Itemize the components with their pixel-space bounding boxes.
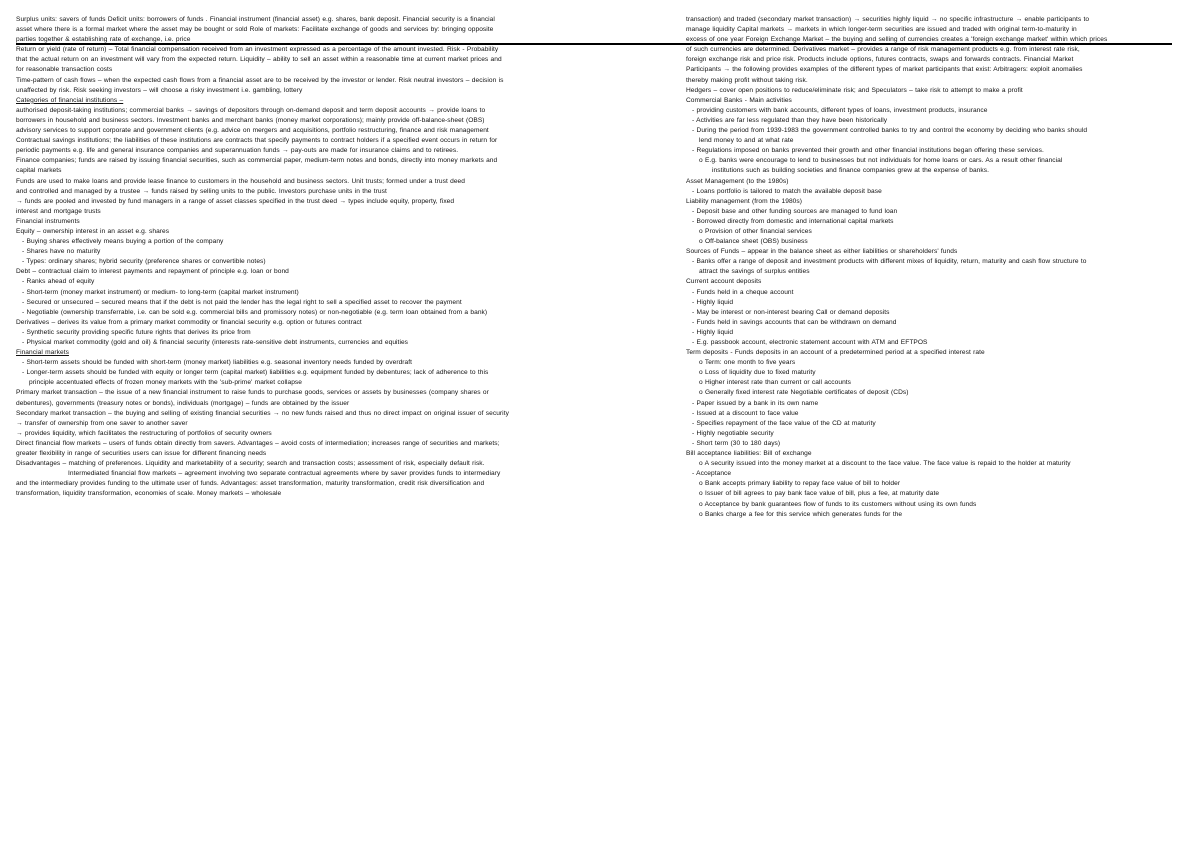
- text-line: Disadvantages – matching of preferences. Liquidity and marketability of a security; search and transaction costs; assessment of risk, especially default risk.: [16, 460, 485, 468]
- sub-bullet-item: o A security issued into the money market at a discount to the face value. The face value is repaid to the holder at maturity: [699, 460, 1071, 468]
- left-column: [16, 15, 588, 500]
- bullet-item: - Short term (30 to 180 days): [692, 439, 781, 447]
- bullet-item: - Funds held in savings accounts that can be withdrawn on demand: [692, 318, 897, 326]
- sub-bullet-item: o Issuer of bill agrees to pay bank face value of bill, plus a fee, at maturity date: [699, 490, 940, 498]
- section-heading: Sources of Funds – appear in the balance sheet as either liabilities or shareholders' funds: [686, 248, 958, 256]
- text-line: Funds are used to make loans and provide lease finance to customers in the household and business sectors. Unit trusts; formed under a trust deed: [16, 177, 465, 185]
- sub-bullet-item: o Generally fixed interest rate Negotiable certificates of deposit (CDs): [699, 389, 909, 397]
- bullet-item: - Buying shares effectively means buying a portion of the company: [22, 238, 224, 246]
- text-line: Primary market transaction – the issue of a new financial instrument to raise funds to purchase goods, services or assets by businesses (company shares or: [16, 389, 489, 397]
- text-line: → transfer of ownership from one saver to another saver: [16, 419, 188, 427]
- text-line: parties together & establishing rate of exchange, i.e. price: [16, 36, 191, 44]
- text-line: Contractual savings institutions; the liabilities of these institutions are contracts that specify payments to contract holders if a specified event occurs in return for: [16, 137, 498, 145]
- bullet-item: - Physical market commodity (gold and oil) & financial security (interests rate-sensitive debt instruments, currencies and equities: [22, 339, 409, 346]
- sub-bullet-item: o Acceptance by bank guarantees flow of funds to its customers without using its own funds: [699, 500, 977, 508]
- sub-bullet-item: o Term: one month to five years: [699, 359, 796, 367]
- section-heading: Bill acceptance liabilities: Bill of exchange: [686, 450, 812, 458]
- text-line: foreign exchange risk and price risk. Products include options, futures contracts, swaps and forwards contracts. Financial Market: [686, 56, 1074, 64]
- bullet-item: - Short-term assets should be funded with short-term (money market) liabilities e.g. seasonal inventory needs funded by overdraft: [22, 359, 413, 367]
- bullet-item: - Types: ordinary shares; hybrid security (preference shares or convertible notes): [22, 258, 266, 266]
- text-line: debentures), governments (treasury notes or bonds), individuals (mortgage) – funds are obtained by the issuer: [16, 399, 350, 407]
- text-line: manage liquidity Capital markets → markets in which longer-term securities are issued and traded with original term-to-maturity in: [686, 26, 1077, 34]
- text-line: thereby making profit without taking risk.: [686, 76, 808, 84]
- text-line: capital markets: [16, 167, 62, 175]
- bullet-item: - Longer-term assets should be funded with equity or longer term (capital market) liabilities e.g. equipment funded by debentures; lack of adherence to this: [22, 369, 489, 377]
- bullet-item: - Banks offer a range of deposit and investment products with different mixes of liquidity, return, maturity and cash flow structure to: [692, 258, 1087, 266]
- bullet-item: - Synthetic security providing specific future rights that derives its price from: [22, 328, 251, 336]
- section-heading: Commercial Banks - Main activities: [686, 96, 792, 104]
- text-line: principle accentuated effects of frozen money markets with the 'sub-prime' market collapse: [29, 379, 302, 387]
- bullet-item: - Highly negotiable security: [692, 429, 774, 437]
- bullet-item: - Ranks ahead of equity: [22, 278, 95, 286]
- section-heading: Financial markets: [16, 349, 69, 357]
- text-line: Return or yield (rate of return) – Total financial compensation received from an investment expressed as a percentage of the amount invested. Risk - Probability: [16, 46, 499, 54]
- text-line: lend money to and at what rate: [699, 137, 794, 145]
- bullet-item: - E.g. passbook account, electronic statement account with ATM and EFTPOS: [692, 339, 928, 346]
- text-line: authorised deposit-taking institutions; commercial banks → savings of depositors through on-demand deposit and term deposit accounts → provide loans to: [16, 106, 486, 114]
- bullet-item: - Highly liquid: [692, 328, 734, 336]
- section-heading: Liability management (from the 1980s): [686, 197, 802, 205]
- sub-bullet-item: o E.g. banks were encourage to lend to businesses but not individuals for home loans or cars. As a result other financial: [699, 157, 1063, 165]
- text-line: Equity – ownership interest in an asset e.g. shares: [16, 227, 170, 235]
- text-line: of such currencies are determined. Derivatives market – provides a range of risk management products e.g. from interest rate risk,: [686, 46, 1080, 54]
- sub-bullet-item: o Provision of other financial services: [699, 227, 812, 235]
- text-line: and controlled and managed by a trustee → funds raised by selling units to the public. Investors purchase units in the trust: [16, 187, 387, 195]
- text-line: that the actual return on an investment will vary from the expected return. Liquidity – ability to sell an asset within a reasonable time at current market prices and: [16, 56, 502, 64]
- text-line: borrowers in household and business sectors. Investment banks and merchant banks (money market corporations); mainly provide off-balance-sheet (OBS): [16, 116, 485, 124]
- sub-bullet-item: o Off-balance sheet (OBS) business: [699, 238, 808, 246]
- text-line: interest and mortgage trusts: [16, 207, 101, 215]
- text-line: Secondary market transaction – the buying and selling of existing financial securities → no new funds raised and thus no direct impact on original issuer of security: [16, 409, 509, 417]
- sub-bullet-item: o Loss of liquidity due to fixed maturity: [699, 369, 816, 377]
- text-line: advisory services to support corporate and government clients (e.g. advice on mergers and acquisitions, portfolio restructuring, finance and risk management: [16, 127, 489, 135]
- text-line: → funds are pooled and invested by fund managers in a range of asset classes specified in the trust deed → types include equity, property, fixed: [16, 197, 455, 205]
- text-line: asset where there is a formal market where the asset may be bought or sold Role of markets: Facilitate exchange of goods and services by: bringing opposite: [16, 26, 494, 34]
- text-line: Finance companies; funds are raised by issuing financial securities, such as commercial paper, medium-term notes and bonds, directly into money markets and: [16, 157, 498, 165]
- bullet-item: - Secured or unsecured – secured means that if the debt is not paid the lender has the legal right to sell a specified asset to recover the payment: [22, 298, 462, 306]
- text-line: Participants → the following provides examples of the different types of market participants that exist: Arbitragers: exploit anomalies: [686, 66, 1083, 74]
- text-line: and the intermediary provides funding to the ultimate user of funds. Advantages: asset transformation, maturity transformation, credit risk diversification and: [16, 480, 485, 488]
- bullet-item: - May be interest or non-interest bearing Call or demand deposits: [692, 308, 890, 316]
- text-line: Derivatives – derives its value from a primary market commodity or financial security e.g. option or futures contract: [16, 318, 362, 326]
- bullet-item: - Borrowed directly from domestic and international capital markets: [692, 217, 894, 225]
- text-line: unaffected by risk. Risk seeking investors – will choose a risky investment i.e. gambling, lottery: [16, 86, 303, 94]
- sub-bullet-item: o Bank accepts primary liability to repay face value of bill to holder: [699, 480, 901, 488]
- right-column: [686, 15, 1173, 520]
- text-line: institutions such as building societies and finance companies grew at the expense of banks.: [712, 167, 989, 175]
- section-heading: Asset Management (to the 1980s): [686, 177, 789, 185]
- text-line: Time-pattern of cash flows – when the expected cash flows from a financial asset are to be received by the investor or lender. Risk neutral investors – decision is: [16, 76, 504, 84]
- text-line: transaction) and traded (secondary market transaction) → securities highly liquid → no specific infrastructure → enable participants to: [686, 16, 1090, 23]
- bullet-item: - Funds held in a cheque account: [692, 288, 794, 296]
- bullet-item: - Specifies repayment of the face value of the CD at maturity: [692, 419, 876, 427]
- bullet-item: - During the period from 1939-1983 the government controlled banks to try and control the economy by deciding who banks should: [692, 127, 1088, 135]
- section-heading: Current account deposits: [686, 278, 762, 286]
- bullet-item: - Highly liquid: [692, 298, 734, 306]
- text-line: Intermediated financial flow markets – agreement involving two separate contractual agreements where by saver provides funds to intermediary: [68, 470, 501, 478]
- bullet-item: - Shares have no maturity: [22, 248, 101, 256]
- text-line: transformation, liquidity transformation, economies of scale. Money markets – wholesale: [16, 490, 282, 498]
- text-line: attract the savings of surplus entities: [699, 268, 810, 276]
- bullet-item: - Short-term (money market instrument) or medium- to long-term (capital market instrument): [22, 288, 299, 296]
- bullet-item: - Regulations imposed on banks prevented their growth and other financial institutions began offering these services.: [692, 147, 1044, 155]
- bullet-item: - providing customers with bank accounts, different types of loans, investment products, insurance: [692, 106, 988, 114]
- text-line: Direct financial flow markets – users of funds obtain directly from savers. Advantages – avoid costs of intermediation; increases range of securities and markets;: [16, 439, 500, 447]
- text-line: → provides liquidity, which facilitates the restructuring of portfolios of security owners: [16, 429, 272, 437]
- bullet-item: - Acceptance: [692, 470, 732, 478]
- bullet-item: - Activities are far less regulated than they have been historically: [692, 116, 888, 124]
- text-line: Hedgers – cover open positions to reduce/eliminate risk; and Speculators – take risk to attempt to make a profit: [686, 86, 1023, 94]
- text-line: Debt – contractual claim to interest payments and repayment of principle e.g. loan or bond: [16, 268, 289, 276]
- sub-bullet-item: o Higher interest rate than current or call accounts: [699, 379, 852, 387]
- bullet-item: - Negotiable (ownership transferrable, i.e. can be sold e.g. commercial bills and promissory notes) or non-negotiable (e.g. term loan obtained from a bank): [22, 308, 488, 316]
- bullet-item: - Loans portfolio is tailored to match the available deposit base: [692, 187, 882, 195]
- text-line: Surplus units: savers of funds Deficit units: borrowers of funds . Financial instrument (financial asset) e.g. shares, bank deposit. Financial security is a financial: [16, 16, 495, 23]
- section-heading: Financial instruments: [16, 217, 80, 225]
- bullet-item: - Deposit base and other funding sources are managed to fund loan: [692, 207, 898, 215]
- text-line: for reasonable transaction costs: [16, 66, 113, 74]
- bullet-item: - Issued at a discount to face value: [692, 409, 799, 417]
- section-heading: Categories of financial institutions –: [16, 96, 124, 104]
- text-line: excess of one year Foreign Exchange Market – the buying and selling of currencies creates a 'foreign exchange market' within which prices: [686, 36, 1108, 44]
- text-line: greater flexibility in range of securities users can issue for different financing needs: [16, 450, 267, 458]
- section-heading: Term deposits - Funds deposits in an account of a predetermined period at a specified interest rate: [686, 349, 985, 357]
- bullet-item: - Paper issued by a bank in its own name: [692, 399, 819, 407]
- text-line: periodic payments e.g. life and general insurance companies and superannuation funds → pay-outs are made for insurance claims and to retirees.: [16, 147, 459, 155]
- sub-bullet-item: o Banks charge a fee for this service which generates funds for the: [699, 510, 903, 518]
